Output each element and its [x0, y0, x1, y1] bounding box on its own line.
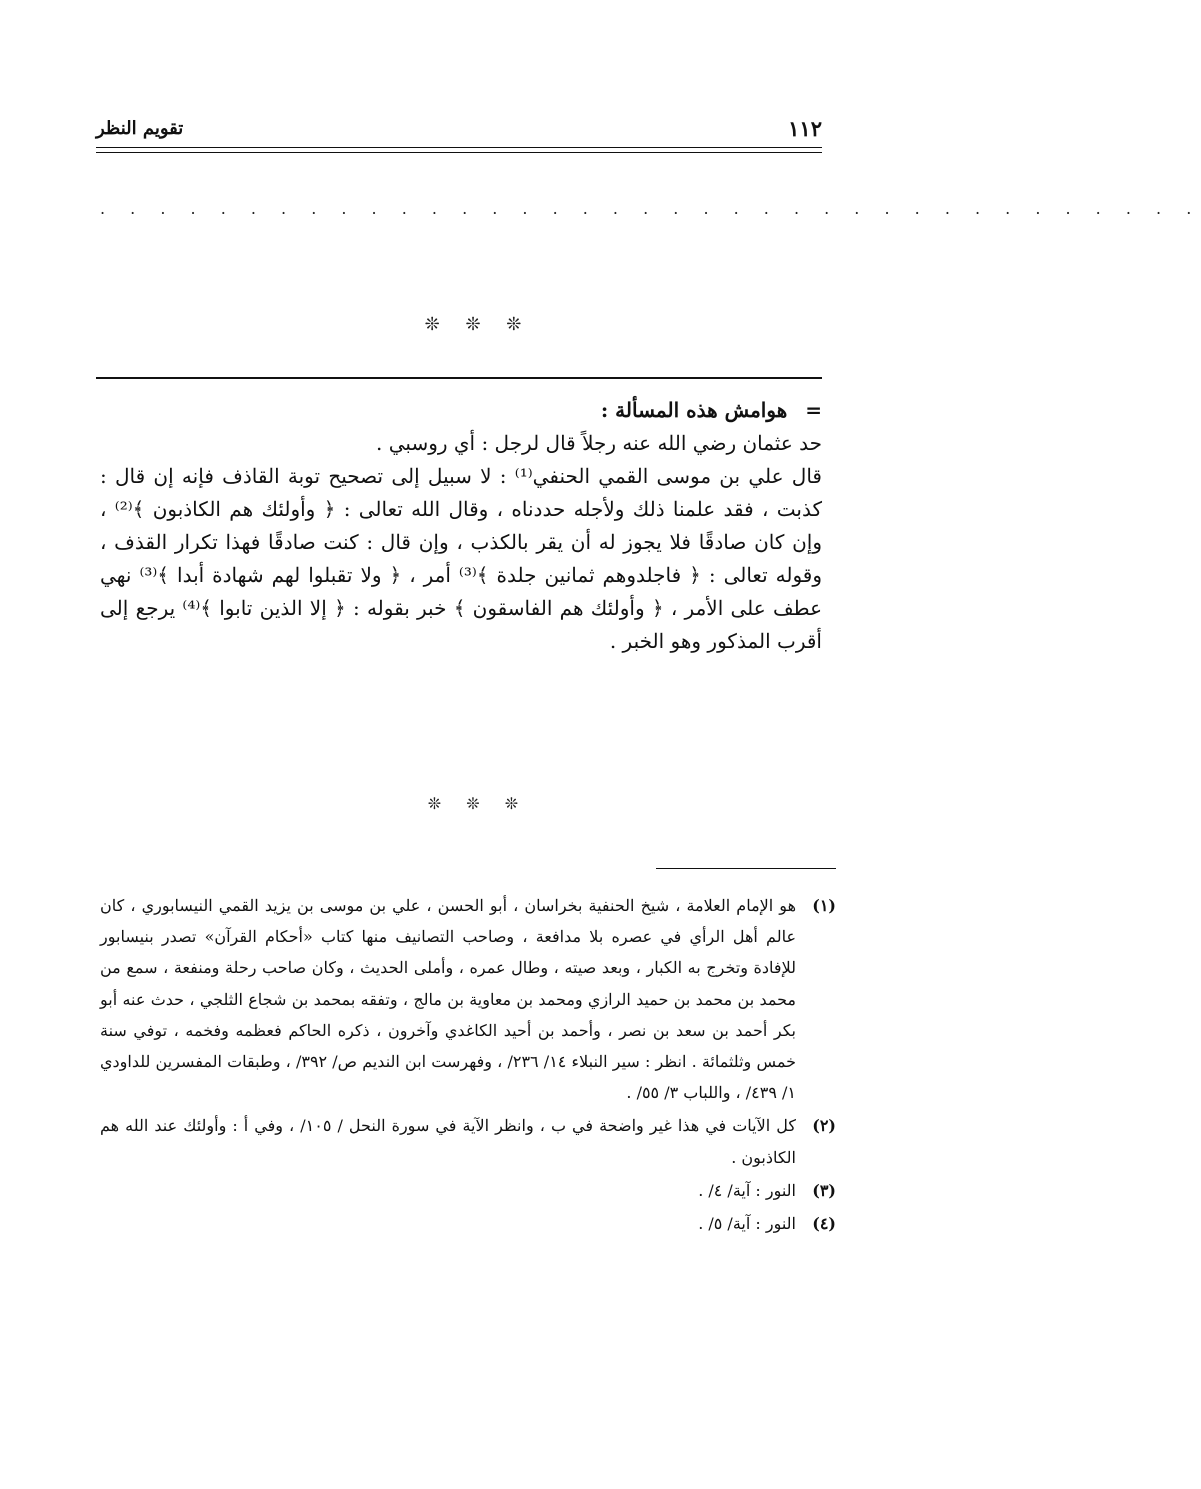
running-title: تقويم النظر: [96, 118, 184, 139]
footnote-1: [100, 890, 836, 1108]
continuation-marker: =: [805, 398, 822, 422]
header-rule-top: [96, 147, 822, 148]
separator-stars-bottom: ❊ ❊ ❊: [427, 794, 529, 813]
footnote-text: هو الإمام العلامة ، شيخ الحنفية بخراسان ، أبو الحسن ، علي بن موسى بن يزيد القمي النيسابوري ، كان عالم أهل الرأي في عصره بلا مدافعة ، وصاحب التصانيف منها كتاب «أحكام القرآن» تصدر بنيسابور للإفادة وتخرج به الكبار ، وبعد صيته ، وطال عمره ، وأملى الحديث ، وكان صاحب رحلة ومنفعة ، سمع من محمد بن محمد بن حميد الرازي ومحمد بن معاوية بن مالج ، وتفقه بمحمد بن شجاع الثلجي ، حدث عنه أبو بكر أحمد بن سعد بن نصر ، وأحمد بن أحيد الكاغدي وآخرون ، ذكره الحاكم فعظمه وفخمه ، توفي سنة خمس وثلثمائة . انظر : سير النبلاء ١٤/ ٢٣٦/ ، وفهرست ابن النديم ص/ ٣٩٢/ ، وطبقات المفسرين للداودي ١/ ٤٣٩/ ، واللباب ٣/ ٥٥/ .: [100, 896, 797, 1103]
ellipsis-dotted-line: . . . . . . . . . . . . . . . . . . . . . . . . . . . . . . . . . . . . .: [100, 199, 1201, 218]
notes-heading: هوامش هذه المسألة :: [600, 398, 788, 422]
footnote-text: كل الآيات في هذا غير واضحة في ب ، وانظر الآية في سورة النحل / ١٠٥/ ، وفي أ : وأولئك عند الله هم الكاذبون .: [100, 1116, 796, 1167]
footnotes: [100, 890, 836, 1239]
footnote-4: [100, 1208, 836, 1239]
footnote-2: [100, 1110, 836, 1172]
footnote-3: [100, 1175, 836, 1206]
footnote-text: النور : آية/ ٥/ .: [698, 1214, 796, 1234]
footnote-number: (١): [812, 896, 836, 915]
separator-stars-top: ❊ ❊ ❊: [424, 314, 532, 335]
notes-heading-row: [100, 394, 822, 427]
notes-line-1: حد عثمان رضي الله عنه رجلاً قال لرجل : أي روسبي .: [376, 431, 822, 455]
notes-paragraph: قال علي بن موسى القمي الحنفي⁽¹⁾ : لا سبيل إلى تصحيح توبة القاذف فإنه إن قال : كذبت ، فقد علمنا ذلك ولأجله حددناه ، وقال الله تعالى : ﴿ وأولئك هم الكاذبون ﴾⁽²⁾ ، وإن كان صادقًا فلا يجوز له أن يقر بالكذب ، وإن قال : كنت صادقًا فهذا تكرار القذف ، وقوله تعالى : ﴿ فاجلدوهم ثمانين جلدة ﴾⁽³⁾ أمر ، ﴿ ولا تقبلوا لهم شهادة أبدا ﴾⁽³⁾ نهي عطف على الأمر ، ﴿ وأولئك هم الفاسقون ﴾ خبر بقوله : ﴿ إلا الذين تابوا ﴾⁽⁴⁾ يرجع إلى أقرب المذكور وهو الخبر .: [100, 464, 823, 653]
section-rule: [96, 377, 822, 379]
footnote-text: النور : آية/ ٤/ .: [698, 1180, 796, 1200]
issue-notes: [100, 394, 822, 658]
footnote-number: (٣): [812, 1180, 836, 1200]
footnote-rule: [656, 868, 836, 869]
footnote-number: (٤): [812, 1214, 836, 1234]
page-number: ١١٢: [788, 116, 822, 141]
footnote-number: (٢): [812, 1116, 836, 1136]
page-header: [96, 112, 822, 148]
header-rule-bottom: [96, 152, 822, 153]
